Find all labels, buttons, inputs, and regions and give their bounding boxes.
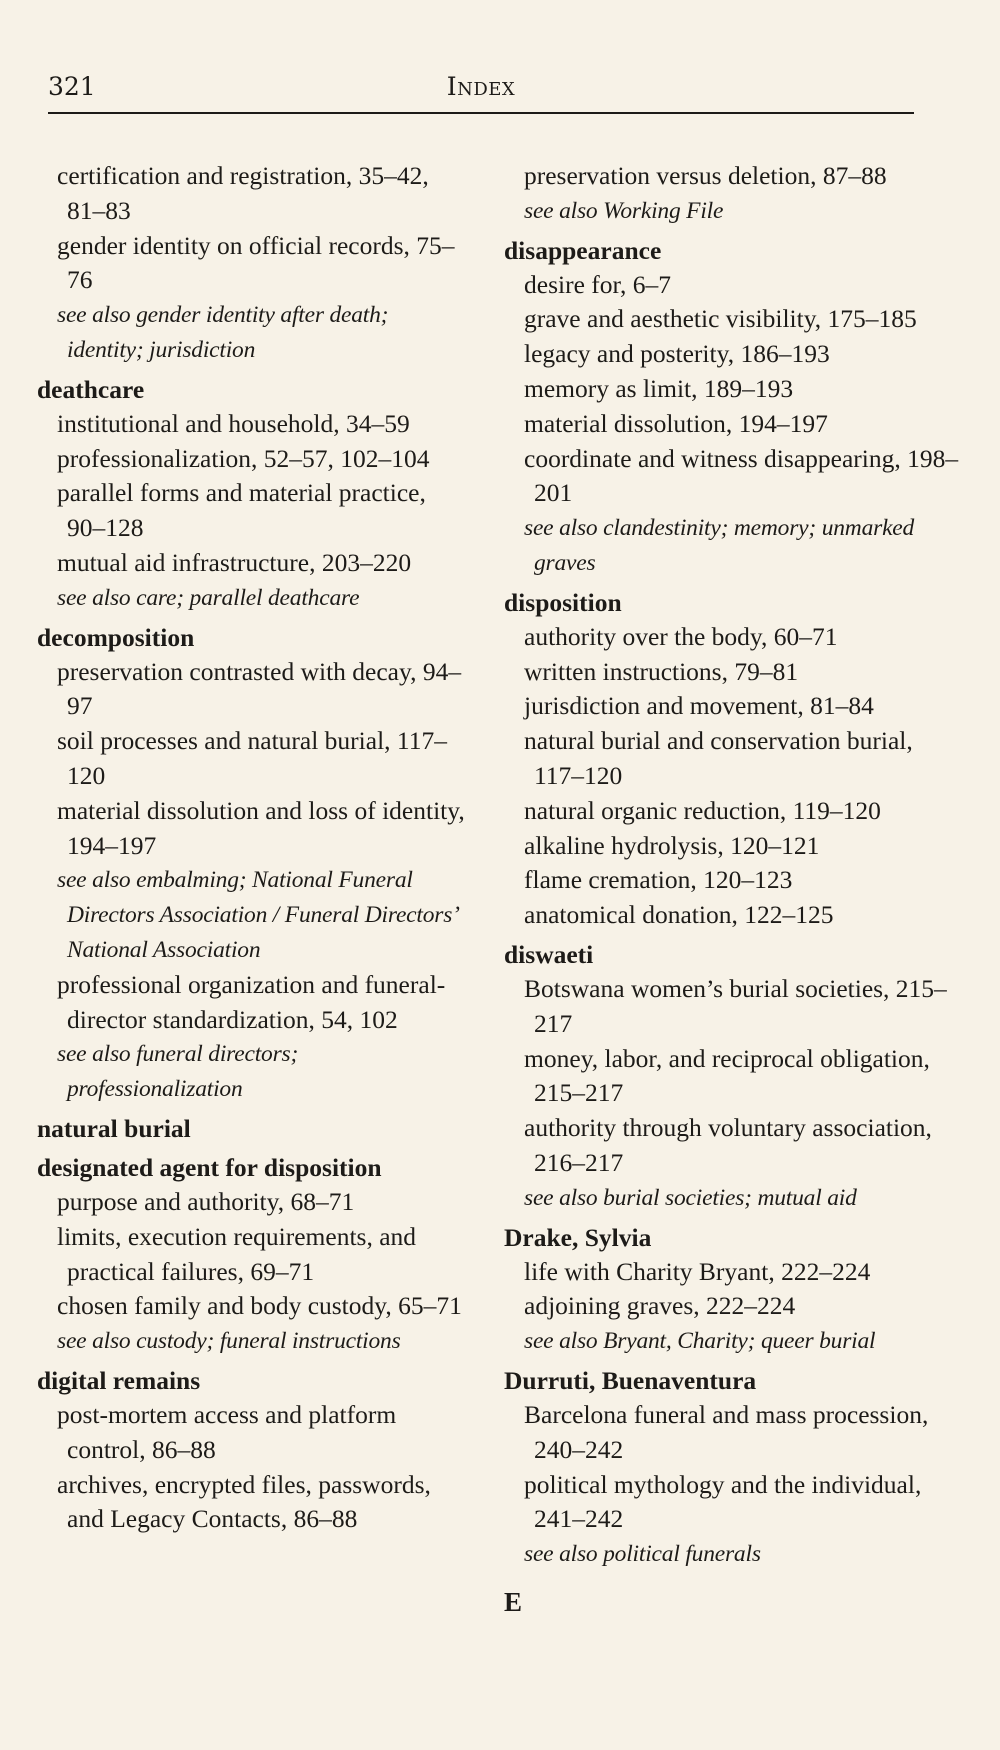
subentry: life with Charity Bryant, 222–224 (524, 1256, 871, 1286)
subentry: professionalization, 52–57, 102–104 (57, 443, 430, 473)
subentry: money, labor, and reciprocal obligation, 215–217 (524, 1043, 930, 1108)
see-also: see also burial societies; mutual aid (524, 1184, 857, 1211)
entry-heading: decomposition (37, 622, 195, 652)
entry-heading: deathcare (37, 374, 145, 404)
see-also: see also clandestinity; memory; unmarked graves (524, 515, 915, 576)
subentry: chosen family and body custody, 65–71 (57, 1291, 462, 1321)
running-head: Index (446, 72, 516, 101)
subentry: grave and aesthetic visibility, 175–185 (524, 304, 917, 334)
subentry: Barcelona funeral and mass procession, 240–242 (524, 1399, 929, 1464)
subentry: mutual aid infrastructure, 203–220 (57, 547, 412, 577)
see-also: see also embalming; National Funeral Directors Association / Funeral Directors’ National Association (57, 867, 458, 963)
subentry: soil processes and natural burial, 117–120 (57, 726, 447, 790)
subentry: authority over the body, 60–71 (524, 621, 838, 651)
subentry: natural organic reduction, 119–120 (524, 795, 881, 825)
subentry: certification and registration, 35–42, 81–83 (57, 161, 429, 225)
subentry: natural burial and conservation burial, 117–120 (524, 726, 913, 790)
subentry: adjoining graves, 222–224 (524, 1291, 796, 1321)
see-also: see also funeral directors; professionalization (57, 1041, 299, 1103)
entry-heading: natural burial (37, 1113, 191, 1143)
entry-heading: disposition (504, 587, 622, 617)
see-also: see also custody; funeral instructions (57, 1328, 401, 1355)
entry-heading: Durruti, Buenaventura (504, 1365, 757, 1395)
section-letter: E (504, 1586, 523, 1617)
index-column-left (37, 159, 467, 1537)
subentry: legacy and posterity, 186–193 (524, 339, 830, 369)
subentry: material dissolution, 194–197 (524, 408, 828, 438)
entry-heading: Drake, Sylvia (504, 1222, 652, 1252)
page-header (48, 68, 914, 114)
subentry: written instructions, 79–81 (524, 656, 799, 686)
entry-heading: diswaeti (504, 939, 594, 969)
see-also: see also Bryant, Charity; queer burial (524, 1328, 876, 1355)
subentry: alkaline hydrolysis, 120–121 (524, 830, 820, 860)
subentry: coordinate and witness disappearing, 198–201 (524, 443, 959, 508)
subentry: anatomical donation, 122–125 (524, 900, 834, 930)
subentry: preservation contrasted with decay, 94–97 (57, 656, 462, 721)
subentry: archives, encrypted files, passwords, and Legacy Contacts, 86–88 (57, 1469, 431, 1534)
entry-heading: disappearance (504, 235, 662, 265)
subentry: authority through voluntary association, 216–217 (524, 1113, 932, 1177)
subentry: material dissolution and loss of identity, 194–197 (57, 795, 465, 860)
subentry: preservation versus deletion, 87–88 (524, 161, 887, 190)
subentry: gender identity on official records, 75–76 (57, 230, 455, 295)
page-number: 321 (48, 72, 96, 101)
subentry: purpose and authority, 68–71 (57, 1186, 355, 1216)
index-column-right (504, 159, 964, 1620)
subentry: jurisdiction and movement, 81–84 (524, 691, 874, 721)
subentry: flame cremation, 120–123 (524, 865, 793, 895)
see-also: see also political funerals (524, 1541, 761, 1568)
see-also: see also gender identity after death; identity; jurisdiction (57, 302, 389, 363)
entry-heading: designated agent for disposition (37, 1152, 382, 1182)
subentry: limits, execution requirements, and practical failures, 69–71 (57, 1221, 417, 1286)
see-also: see also care; parallel deathcare (57, 584, 360, 611)
subentry: political mythology and the individual, 241–242 (524, 1469, 922, 1534)
subentry: Botswana women’s burial societies, 215–217 (524, 973, 947, 1038)
subentry: post-mortem access and platform control, 86–88 (57, 1399, 397, 1464)
subentry: institutional and household, 34–59 (57, 408, 410, 438)
subentry: professional organization and funeral-director standardization, 54, 102 (57, 969, 446, 1034)
subentry: desire for, 6–7 (524, 269, 671, 299)
entry-heading: digital remains (37, 1365, 201, 1395)
subentry: memory as limit, 189–193 (524, 373, 794, 403)
see-also: see also Working File (524, 197, 724, 224)
subentry: parallel forms and material practice, 90–128 (57, 478, 426, 543)
